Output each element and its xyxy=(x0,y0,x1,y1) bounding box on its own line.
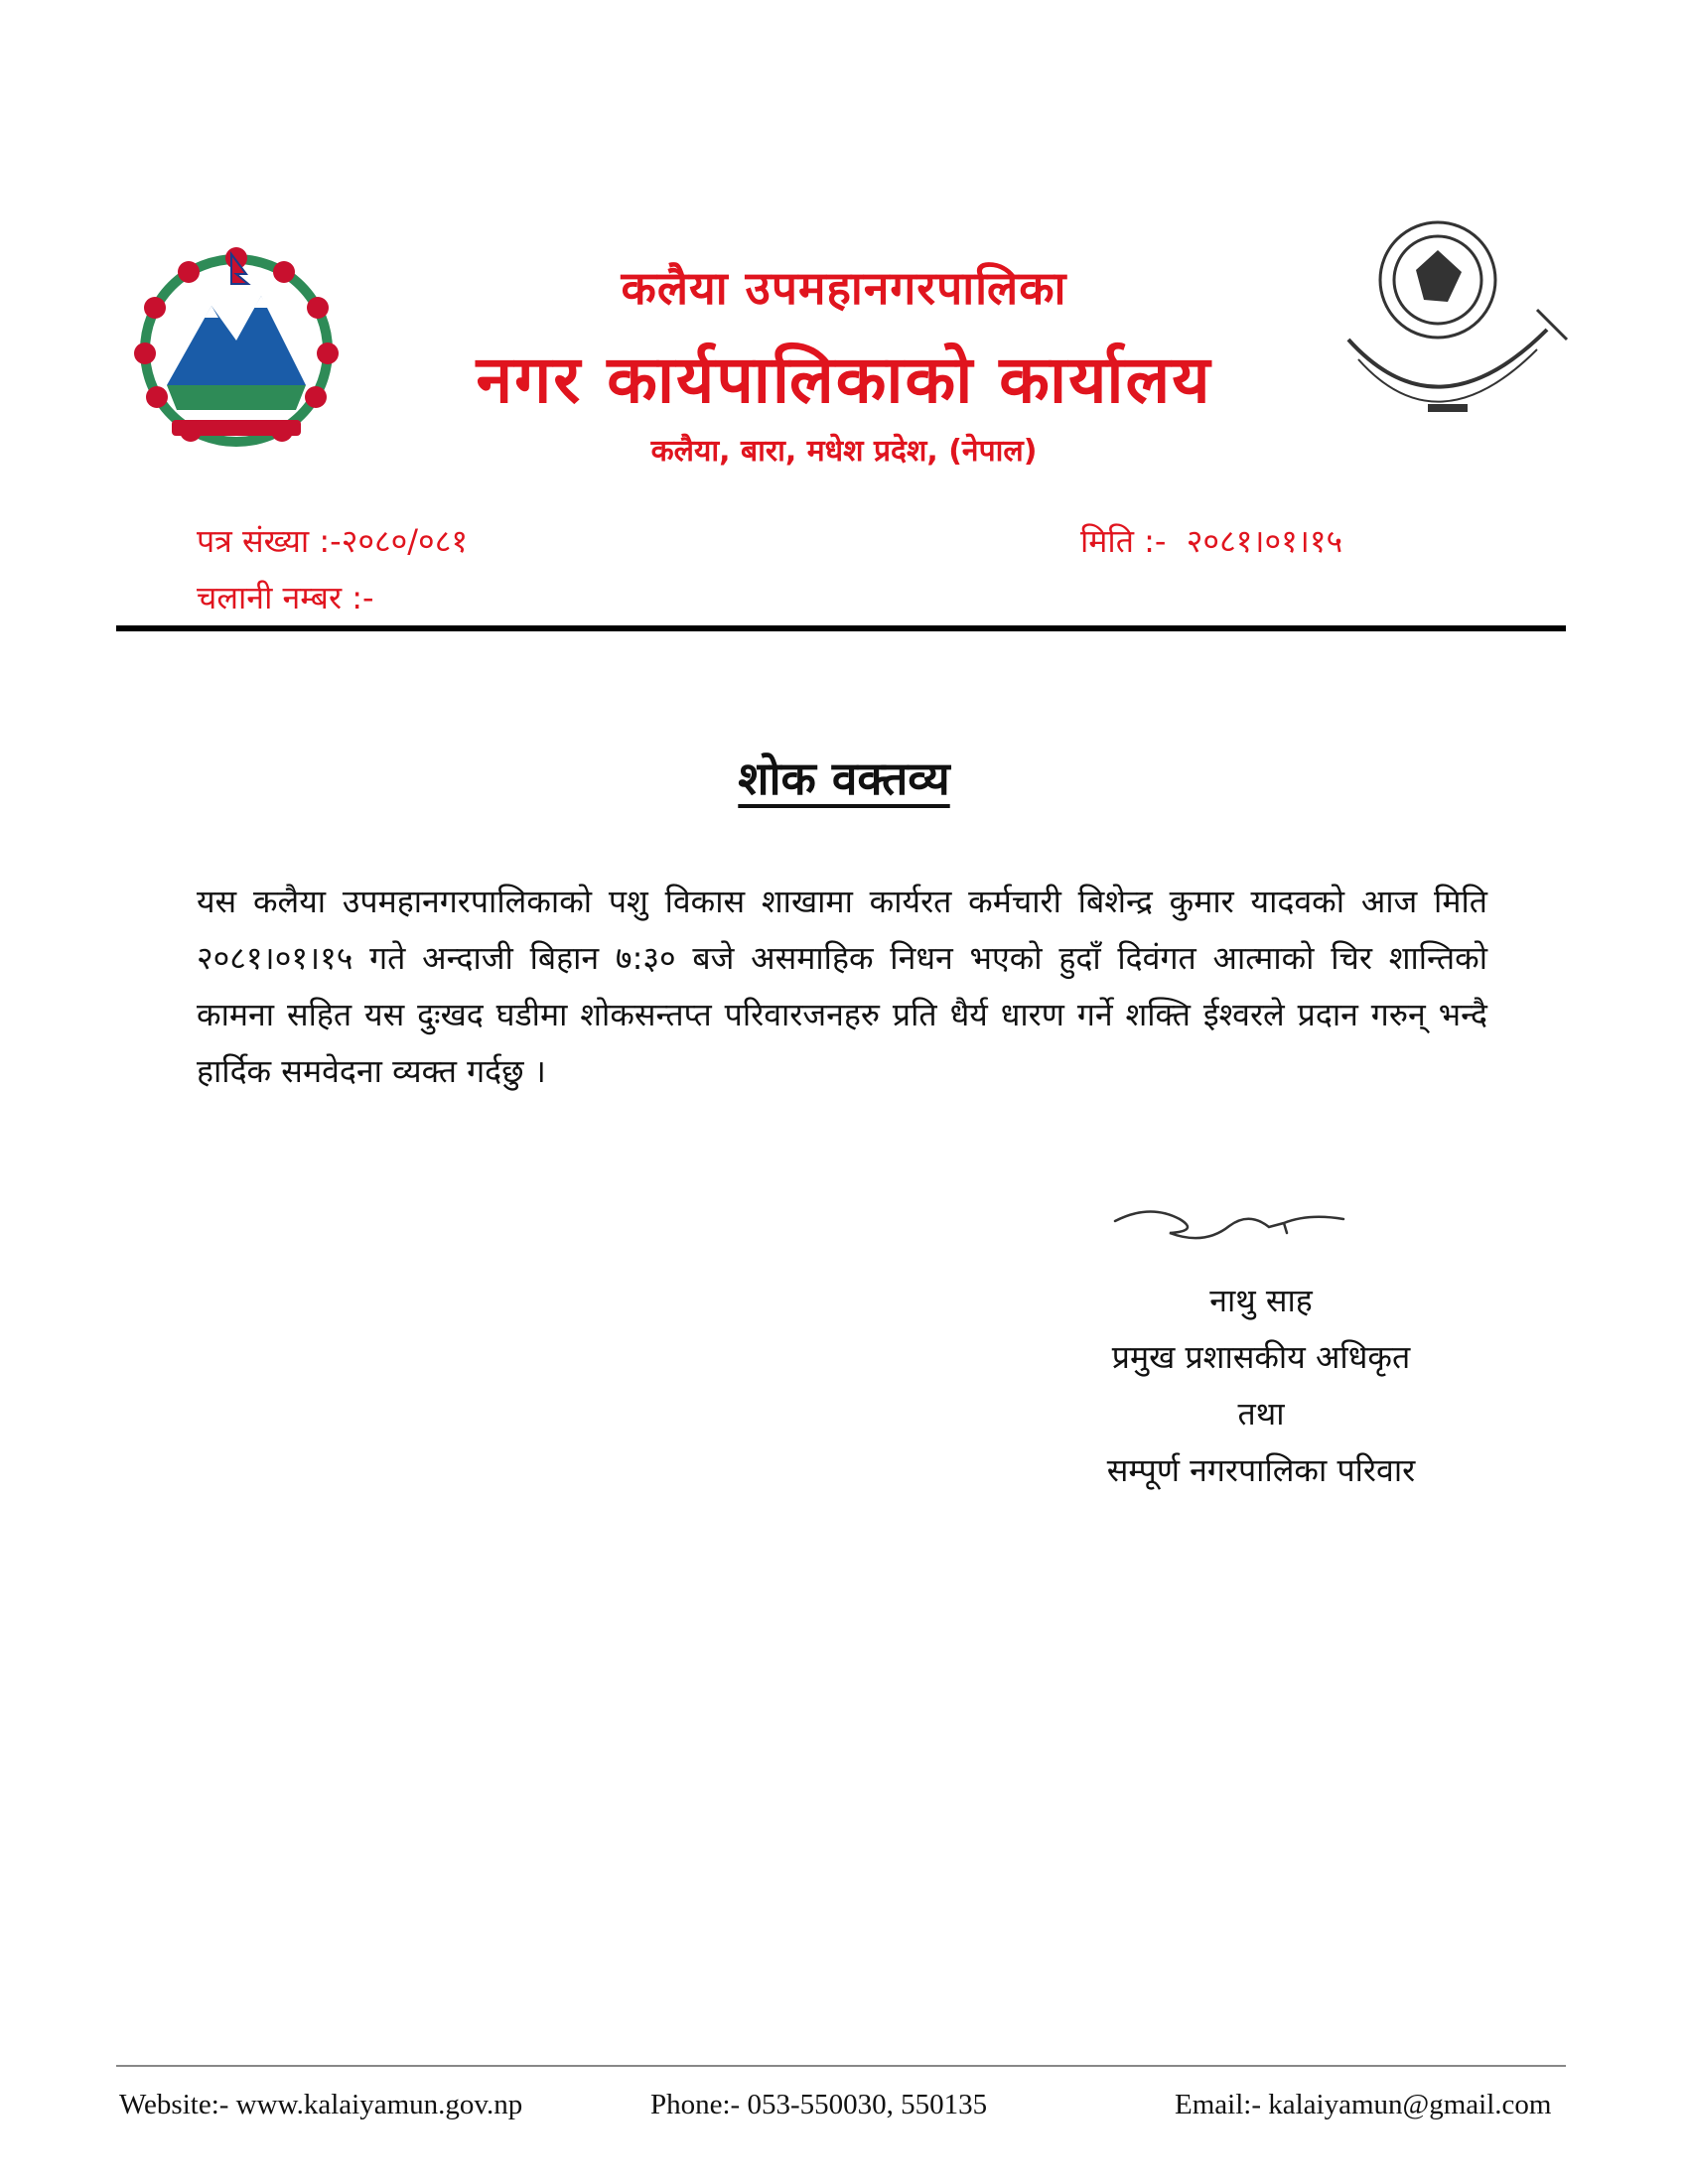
footer-phone: Phone:- 053-550030, 550135 xyxy=(650,2089,988,2120)
handwritten-signature xyxy=(1110,1191,1358,1261)
footer-website[interactable]: Website:- www.kalaiyamun.gov.np xyxy=(119,2089,523,2120)
signatory-conjunction: तथा xyxy=(1237,1395,1285,1433)
letter-number xyxy=(197,519,468,562)
signatory-name: नाथु साह xyxy=(1209,1282,1313,1319)
footer-email[interactable]: Email:- kalaiyamun@gmail.com xyxy=(1175,2089,1552,2120)
signatory-family: सम्पूर्ण नगरपालिका परिवार xyxy=(1106,1451,1416,1489)
footer-divider xyxy=(116,2065,1566,2067)
letter-date-label: मिति :- xyxy=(1080,522,1167,560)
subject-text: शोक वक्तव्य xyxy=(738,751,950,805)
letter-number-label: पत्र संख्या :- xyxy=(197,522,342,560)
org-name: कलैया उपमहानगरपालिका xyxy=(621,261,1067,315)
subject-title xyxy=(0,747,1688,808)
signatory-block xyxy=(1043,1273,1479,1499)
office-address: कलैया, बारा, मधेश प्रदेश, (नेपाल) xyxy=(650,434,1038,469)
letter-number-value: २०८०/०८१ xyxy=(341,522,468,560)
letter-date-value: २०८१।०१।१५ xyxy=(1186,522,1343,560)
office-name: नगर कार्यपालिकाको कार्यालय xyxy=(476,341,1212,418)
dispatch-number-label: चलानी नम्बर :- xyxy=(197,579,374,616)
body-paragraph: यस कलैया उपमहानगरपालिकाको पशु विकास शाखामा कार्यरत कर्मचारी बिशेन्द्र कुमार यादवको आज मिति २०८१।०१।१५ गते अन्दाजी बिहान ७:३० बजे असमाहिक निधन भएको हुदाँ दिवंगत आत्माको चिर शान्तिको कामना सहित यस दुःखद घडीमा शोकसन्तप्त परिवारजनहरु प्रति धैर्य धारण गर्ने शक्ति ईश्वरले प्रदान गरुन् भन्दै हार्दिक समवेदना व्यक्त गर्दछु । xyxy=(197,883,1487,1090)
letter-date xyxy=(1080,519,1342,562)
signatory-designation: प्रमुख प्रशासकीय अधिकृत xyxy=(1111,1338,1411,1376)
header-divider xyxy=(116,625,1566,631)
